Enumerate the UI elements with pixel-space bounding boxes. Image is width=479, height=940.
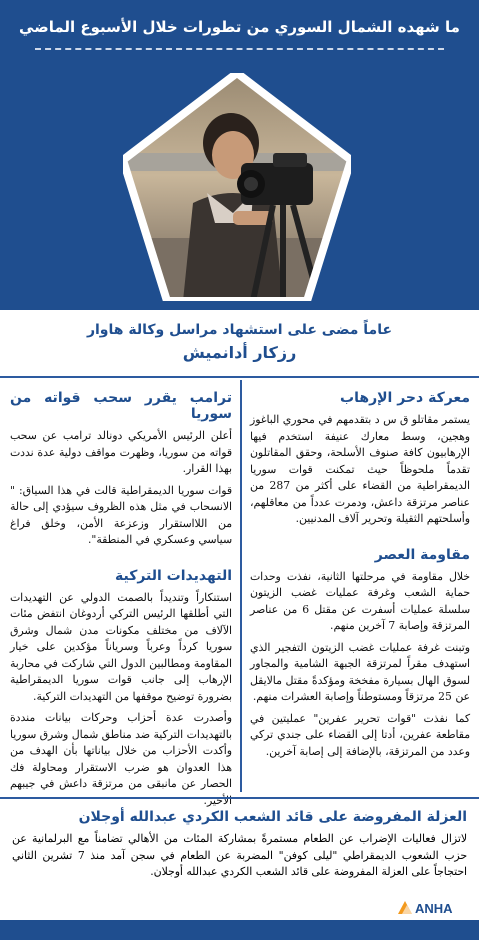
paragraph: قوات سوريا الديمقراطية قالت في هذا السياق: " الانسحاب في مثل هذه الظروف سيؤدي إلى حالة من اللااستقرار وزعزعة الأمن، وخلق فراغ سياسي وعسكري في المنطقة". xyxy=(10,483,232,546)
section-title-turkish-threats: التهديدات التركية xyxy=(114,567,232,584)
paragraph: يستمر مقاتلو ق س د بتقدمهم في محوري الباغوز وهجين، وسط معارك عنيفة استخدم فيها الإرهابيون كافة صنوف الأسلحة، وحقق المقاتلون تقدماً ملحوظاً حيث تمكنت قوات سوريا الديمقراطية من القضاء على أكثر من 287 من عناصر مرتزقة داعش، ودمرت عدداً من معاقلهم، وأسلحتهم الثقيلة وتحرير آلاف المدنيين. xyxy=(250,413,470,525)
paragraph: خلال مقاومة في مرحلتها الثانية، نفذت وحدات حماية الشعب وغرفة عمليات غضب الزيتون سلسلة عمليات أسفرت عن مقتل 6 من عناصر المرتزقة وإصابة 7 آخرين منهم. xyxy=(250,569,471,632)
header-band xyxy=(0,0,479,310)
left-column xyxy=(10,386,232,814)
anha-logo xyxy=(396,898,460,918)
paragraph: لاتزال فعاليات الإضراب عن الطعام مستمرةً بمشاركة المئات من الأهالي تضامناً مع البرلمانية عن حزب الشعوب الديمقراطي "ليلى كوفن" المضربة عن الطعام في سجن آمد منذ 7 تشرين الثاني احتجاجاً على العزلة المفروضة على قائد الشعب الكردي عبدالله أوجلان. xyxy=(12,832,467,878)
section-divider xyxy=(0,376,479,378)
column-divider xyxy=(240,380,242,792)
section-title-resistance: مقاومة العصر xyxy=(374,546,470,563)
paragraph: استنكاراً وتنديداً بالصمت الدولي عن التهديدات التي أطلقها الرئيس التركي أردوغان انتفض مئات الآلاف من مختلف مكونات مدن شمال وشرق سوريا كرداً وعرباً وسرياناً مؤكدين على خيار المقاومة ومطالبين الدول التي شاركت في محاربة الإرهاب إلى جانب قوات سوريا الديمقراطية بضرورة توضيح موقفها من التهديدات التركية. xyxy=(10,590,232,703)
journalist-name: رزكار أدانميش xyxy=(182,343,297,362)
section-title-isolation: العزلة المفروضة على قائد الشعب الكردي عبدالله أوجلان xyxy=(78,809,467,825)
paragraph: وأصدرت عدة أحزاب وحركات بيانات منددة بالتهديدات التركية ضد مناطق شمال وشرق سوريا وأكدت الأحزاب من خلال بياناتها بأن الهدف من هذا العدوان هو ضرب الاستقرار ومحاولة فك الحصار عن مانبقى من مرتزقة داعش في جيبهم الأخير. xyxy=(10,711,232,807)
title-dashed-divider xyxy=(35,48,444,50)
bottom-section xyxy=(0,797,479,881)
paragraph: أعلن الرئيس الأمريكي دونالد ترامب عن سحب قواته من سوريا، وظهرت مواقف دولية عدة نددت بهذا القرار. xyxy=(10,429,232,475)
paragraph: كما نفذت "قوات تحرير عفرين" عمليتين في مقاطعة عفرين، أدتا إلى القضاء على جندي تركي وعدد من المرتزقة، بالإضافة إلى إصابة آخرين. xyxy=(250,711,470,758)
journalist-photo xyxy=(123,73,351,301)
footer-band xyxy=(0,920,479,940)
paragraph: وتبنت غرفة عمليات غضب الزيتون التفجير الذي استهدف مقراً لمرتزقة الجبهة الشامية والمجاور لسوق الهال بسيارة مفخخة ومؤكدةً مقتل مالايقل عن 25 مرتزقاً ومستوطناً وإصابة العشرات منهم. xyxy=(250,640,470,703)
tribute-line: عاماً مضى على استشهاد مراسل وكالة هاوار xyxy=(86,322,393,338)
section-title-trump-withdrawal: ترامب يقرر سحب قواته من سوريا xyxy=(10,390,232,422)
right-column xyxy=(250,386,470,765)
section-title-terror-battle: معركة دحر الإرهاب xyxy=(340,390,470,406)
page-title: ما شهده الشمال السوري من تطورات خلال الأسبوع الماضي xyxy=(19,18,460,36)
logo-text: ANHA xyxy=(415,901,453,916)
